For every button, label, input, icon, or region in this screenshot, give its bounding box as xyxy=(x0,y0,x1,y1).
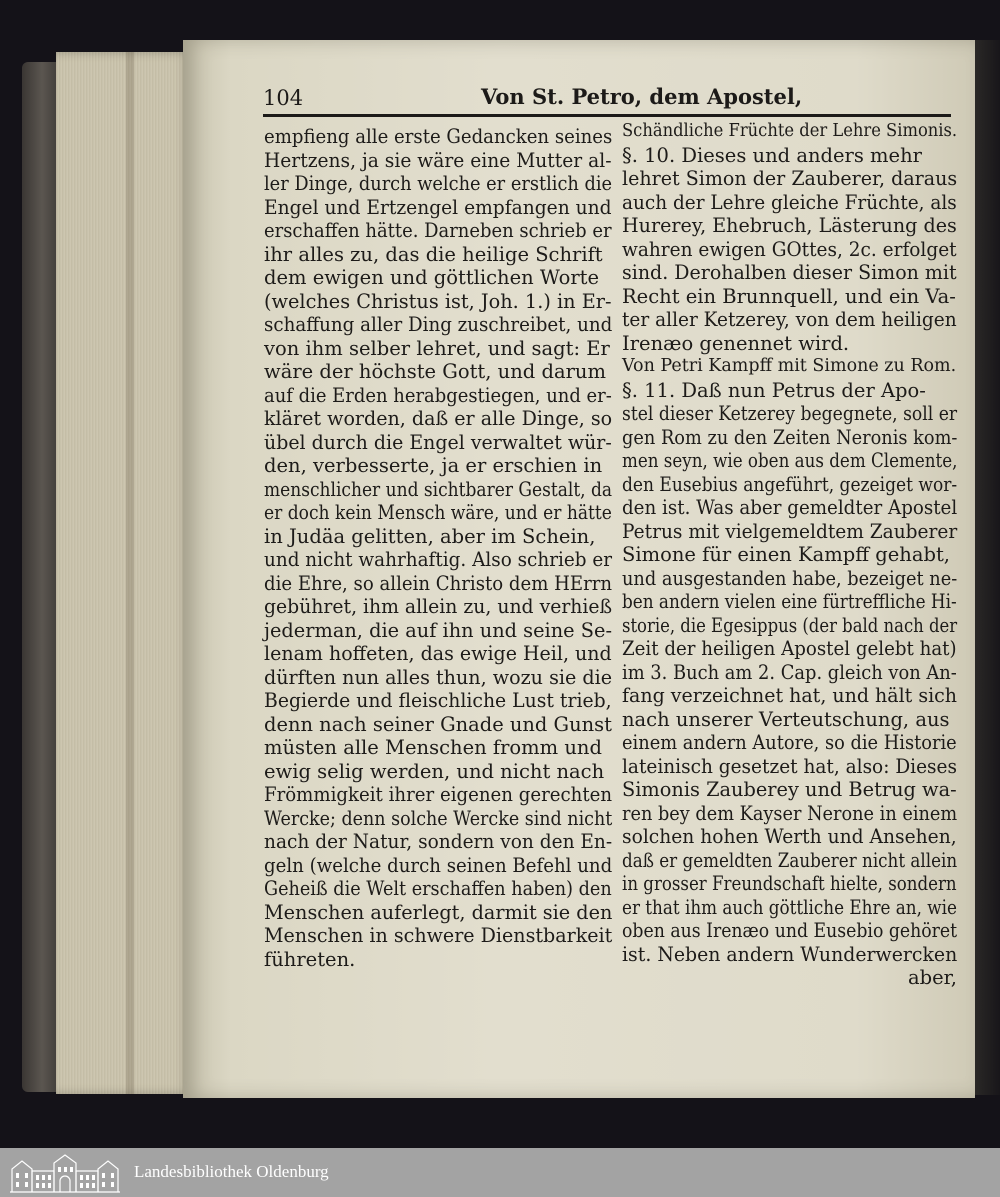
text-line: Hurerey, Ehebruch, Lästerung des xyxy=(622,214,957,237)
text-line: Frömmigkeit ihrer eigenen gerechten xyxy=(264,783,613,806)
page-gutter-shadow xyxy=(975,40,1000,1095)
text-line: wäre der höchste Gott, und darum xyxy=(264,360,606,383)
text-line: Wercke; denn solche Wercke sind nicht xyxy=(264,806,613,830)
text-line: lenam hoffeten, das ewige Heil, und xyxy=(264,642,612,665)
text-line: Zeit der heiligen Apostel gelebt hat) xyxy=(622,637,957,660)
footer-bar xyxy=(0,1148,1000,1197)
text-line: lateinisch gesetzet hat, also: Dieses xyxy=(622,754,957,778)
text-line: gebühret, ihm allein zu, und verhieß xyxy=(264,595,613,618)
text-line: ben andern vielen eine fürtreffliche Hi- xyxy=(622,590,957,613)
text-line: auch der Lehre gleiche Früchte, als xyxy=(622,190,957,214)
text-line: einem andern Autore, so die Historie xyxy=(622,731,957,754)
text-line: führeten. xyxy=(264,947,356,971)
text-line: menschlicher und sichtbarer Gestalt, da xyxy=(264,477,613,501)
text-line: Menschen auferlegt, darmit sie den xyxy=(264,900,613,924)
text-line: den, verbesserte, ja er erschien in xyxy=(264,454,603,477)
text-line: Engel und Ertzengel empfangen und xyxy=(264,195,612,219)
text-line: ihr alles zu, das die heilige Schrift xyxy=(264,242,603,266)
text-line: in Judäa gelitten, aber im Schein, xyxy=(264,524,596,548)
text-line: und nicht wahrhaftig. Also schrieb er xyxy=(264,548,613,571)
page-stack-edges xyxy=(56,52,191,1094)
text-line: Hertzens, ja sie wäre eine Mutter al- xyxy=(264,148,612,172)
text-line: die Ehre, so allein Christo dem HErrn xyxy=(264,571,613,595)
text-line: auf die Erden herabgestiegen, und er- xyxy=(264,383,612,407)
text-line: Simonis Zauberey und Betrug wa- xyxy=(622,778,957,801)
text-line: Irenæo genennet wird. xyxy=(622,331,850,355)
text-line: gen Rom zu den Zeiten Neronis kom- xyxy=(622,425,958,449)
text-line: von ihm selber lehret, und sagt: Er xyxy=(264,336,610,360)
right-text-column xyxy=(622,120,957,990)
text-line: ren bey dem Kayser Nerone in einem xyxy=(622,801,958,825)
text-line: oben aus Irenæo und Eusebio gehöret xyxy=(622,919,958,942)
text-line: nach unserer Verteutschung, aus xyxy=(622,707,950,731)
text-line: §. 10. Dieses und anders mehr xyxy=(622,143,922,167)
text-line: er doch kein Mensch wäre, und er hätte xyxy=(264,501,612,524)
library-building-logo-icon xyxy=(8,1151,122,1194)
marginal-caption: Von Petri Kampff mit Simone zu Rom. xyxy=(622,356,957,376)
text-line: Petrus mit vielgemeldtem Zauberer xyxy=(622,519,958,543)
text-line: §. 11. Daß nun Petrus der Apo- xyxy=(622,378,926,402)
text-line: lehret Simon der Zauberer, daraus xyxy=(622,167,958,190)
text-line: dem ewigen und göttlichen Worte xyxy=(264,266,600,289)
text-line: Geheiß die Welt erschaffen haben) den xyxy=(264,877,612,900)
text-line: den ist. Was aber gemeldter Apostel xyxy=(622,496,958,519)
running-head xyxy=(263,84,953,114)
text-line: jederman, die auf ihn und seine Se- xyxy=(264,618,612,642)
text-line: kläret worden, daß er alle Dinge, so xyxy=(264,407,613,430)
header-rule xyxy=(263,114,951,117)
text-line: wahren ewigen GOttes, 2c. erfolget xyxy=(622,237,957,261)
text-line: ter aller Ketzerey, von dem heiligen xyxy=(622,308,957,331)
text-line: dürften nun alles thun, wozu sie die xyxy=(264,665,613,689)
text-line: und ausgestanden habe, bezeiget ne- xyxy=(622,566,958,590)
text-line: ler Dinge, durch welche er erstlich die xyxy=(264,172,613,195)
text-line: denn nach seiner Gnade und Gunst xyxy=(264,712,612,736)
running-head-title: Von St. Petro, dem Apostel, xyxy=(481,84,803,109)
text-line: Recht ein Brunnquell, und ein Va- xyxy=(622,284,956,308)
text-line: müsten alle Menschen fromm und xyxy=(264,736,602,759)
text-line: er that ihm auch göttliche Ehre an, wie xyxy=(622,895,957,919)
catchword: aber, xyxy=(907,966,957,989)
text-line: erschaffen hätte. Darneben schrieb er xyxy=(264,219,612,242)
text-line: fang verzeichnet hat, und hält sich xyxy=(622,684,958,707)
page-number: 104 xyxy=(263,86,304,110)
text-line: (welches Christus ist, Joh. 1.) in Er- xyxy=(264,289,612,313)
text-line: daß er gemeldten Zauberer nicht allein xyxy=(622,848,958,872)
text-line: übel durch die Engel verwaltet wür- xyxy=(264,430,612,454)
text-line: ist. Neben andern Wunderwercken xyxy=(622,942,958,966)
text-line: Begierde und fleischliche Lust trieb, xyxy=(264,689,612,712)
text-line: geln (welche durch seinen Befehl und xyxy=(264,853,613,877)
text-line: Menschen in schwere Dienstbarkeit xyxy=(264,924,613,947)
text-line: storie, die Egesippus (der bald nach der xyxy=(622,613,958,637)
text-line: im 3. Buch am 2. Cap. gleich von An- xyxy=(622,660,957,684)
text-line: empfieng alle erste Gedancken seines xyxy=(264,125,613,148)
library-name: Landesbibliothek Oldenburg xyxy=(134,1162,329,1181)
text-line: ewig selig werden, und nicht nach xyxy=(264,759,605,783)
text-line: in grosser Freundschaft hielte, sondern xyxy=(622,872,957,895)
text-line: Simone für einen Kampff gehabt, xyxy=(622,543,950,566)
left-text-column xyxy=(264,125,612,971)
text-line: den Eusebius angeführt, gezeiget wor- xyxy=(622,472,958,496)
marginal-caption: Schändliche Früchte der Lehre Simonis. xyxy=(622,121,958,141)
text-line: stel dieser Ketzerey begegnete, soll er xyxy=(622,402,958,425)
text-line: solchen hohen Werth und Ansehen, xyxy=(622,825,957,848)
text-line: sind. Derohalben dieser Simon mit xyxy=(622,261,957,284)
text-line: men seyn, wie oben aus dem Clemente, xyxy=(622,449,958,472)
text-line: schaffung aller Ding zuschreibet, und xyxy=(264,313,613,336)
text-line: nach der Natur, sondern von den En- xyxy=(264,830,613,853)
